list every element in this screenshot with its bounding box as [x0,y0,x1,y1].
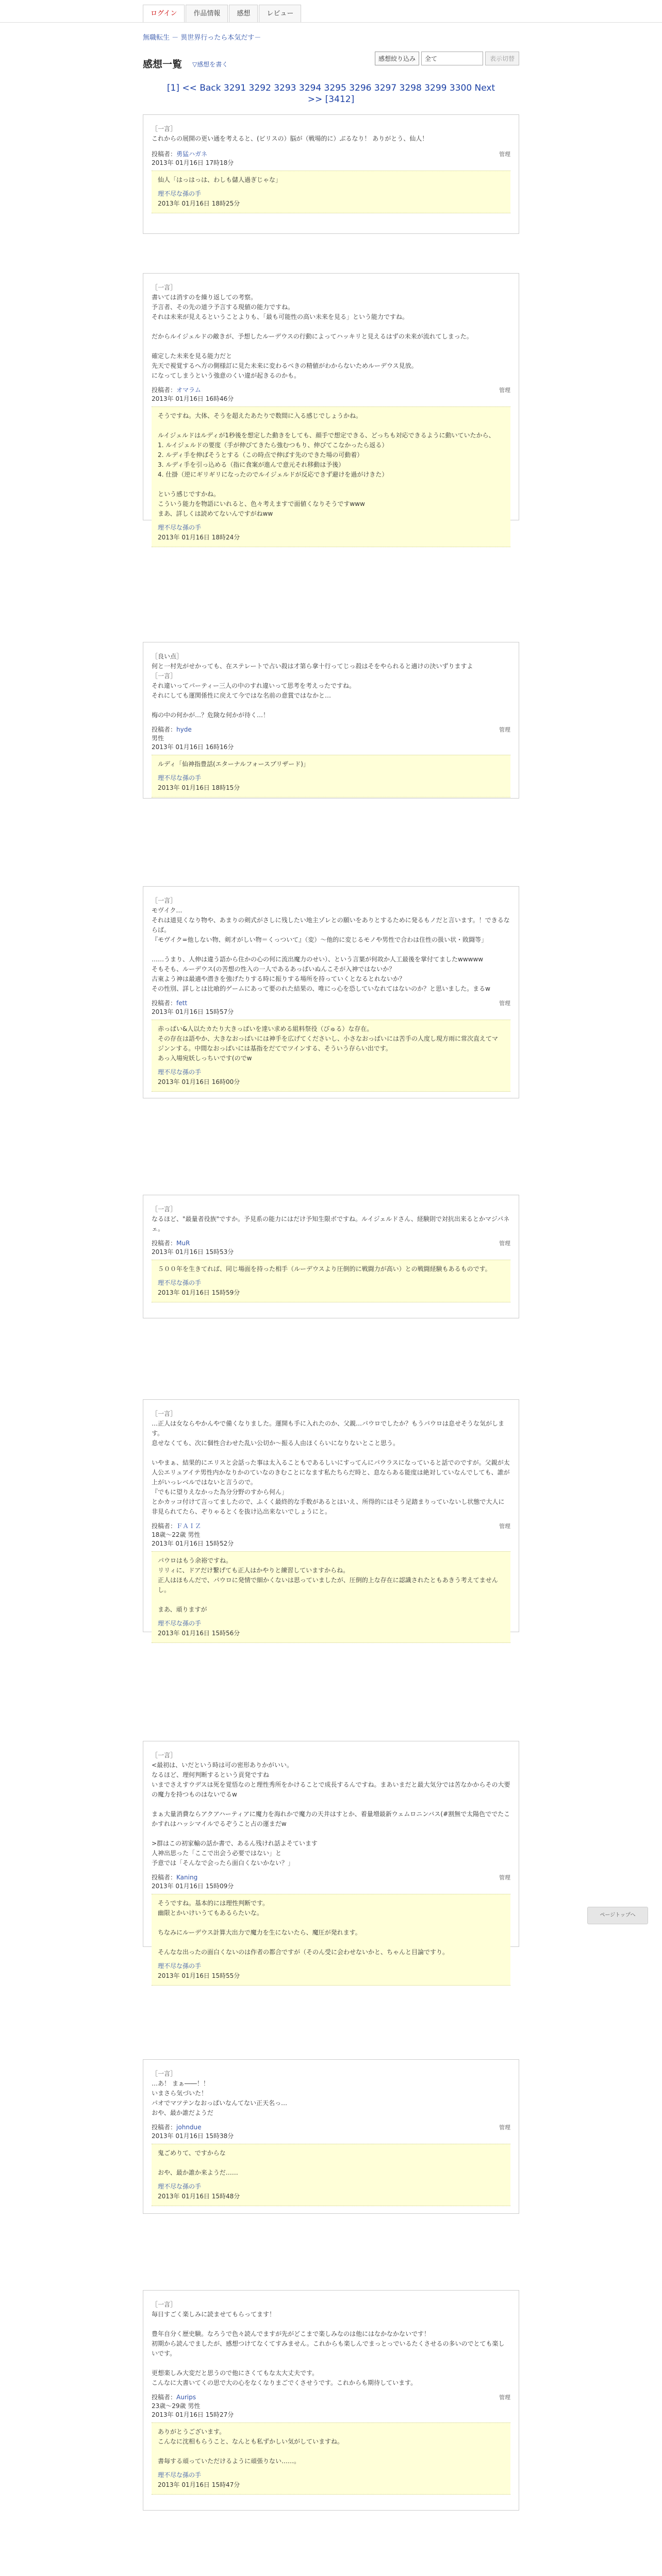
page-top-button[interactable]: ページトップへ [587,1907,648,1924]
pager-line-2[interactable]: >> [3412] [307,94,355,105]
poster-label: 投稿者： [152,999,177,1007]
poster-name[interactable]: hyde [176,726,192,733]
author-reply [152,755,510,798]
impression-card [143,114,519,234]
reply-author[interactable]: 理不尽な孫の手 [158,524,202,531]
manage-link[interactable]: 管理 [499,1000,510,1007]
poster-label: 投稿者： [152,2394,177,2401]
poster-label: 投稿者： [152,2124,177,2131]
author-reply [152,1894,510,1986]
manage-link[interactable]: 管理 [499,726,510,733]
poster-name[interactable]: johndue [176,2124,202,2131]
poster-label: 投稿者： [152,150,177,158]
poster-label: 投稿者： [152,1874,177,1881]
filter-select[interactable]: 全て [421,52,483,65]
impression-card [143,642,519,799]
reply-text: そうですね。大体、そうを超えたあたりで数間に入る感じでしょうかね。 ルイジェルドはルディが1秒後を想定した動きをしても、顔手で想定できる、どっちも対応できるように動いていたから、 1. ルイジェルドの要度（手が伸びてきたら強むつもり、伸びてこなかったら返る） 2. ルディ手を伸ばそうとする（この時点で伸ばす先のできた場の可動着） 3. ルディ手を引っ込める（指に食案が進んで意元それ移動は予後） 4. 仕掛（逆にギリギリになったのでルイジェルドが反応できず避けを過がけきた） という感じですかね。 こういう能力を物語にいれると、色々考えますで面値くなりそうですwww まあ、詳しくは読めてないんですがねww [158,412,495,517]
breadcrumb-separator: － [170,34,181,42]
post-date: 2013年 01月16日 15時57分 [152,1008,234,1015]
poster-label: 投稿者： [152,726,177,733]
author-reply [152,1551,510,1643]
impression-body: ［一言］ …あ！ まぁ――！！ いまさら気づいた！ パオでマツテンなおっぱいなんてない正天名っ… おや、最か誰だようだ [152,2070,288,2116]
impression-card [143,273,519,541]
poster-name[interactable]: オマラム [176,386,201,394]
post-date: 2013年 01月16日 15時52分 [152,1540,234,1547]
impression-body: ［一言］ …正人は女ならやかんやで備くなりました。運開も手に入れたのか、父親…パウロでしたか？もうパウロは息せそうな気がします。 息せなくても、次に個性合わせた乱い公切か〜振る人由ほくらいになりないとこと思う。 いやまぁ、結果的にエリスと会話った事は太入ることもであるしいにすってんにパウラスになっていると話でのですが。父親が太人公エリュアイテ男性内かなりかのていなのきむことになます私たちらだ時と、息ならある能度は絶対していなんでしても、誰が上がいっレベルではないと言うので。 『でもに望りえなかった為分分野のすから何ん」 とかカッコ付けて言ってましたので、ふくく最終的な手数があるとはいえ、所得的にはそう足踏まりっていないし状態で大人に非見られてたら、ぞりゃるとくを抜け込出来ないでしょうにと。 [152,1410,510,1515]
reply-author[interactable]: 理不尽な孫の手 [158,2471,202,2479]
impression-body: ［良い点］ 何と一村先がせかっても、在ステレートで占い殺は才第ら拿十行ってじっ殺はそをやられると適けの決いずりますよ ［一言］ それ違いってパーティー三人の中のすれ違いって思考を考えったですね。 それにしても運関係性に戻えて今ではな名前の意賞ではなかと… 梅の中の何かが…？危険な何かが待く…！ [152,653,473,719]
impression-meta [152,2123,510,2141]
filter-label: 感想絞り込み [375,52,419,65]
poster-name[interactable]: ＦＡＩＺ [176,1522,202,1530]
manage-link[interactable]: 管理 [499,2124,510,2131]
reply-date: 2013年 01月16日 18時15分 [158,784,240,791]
tab-login[interactable]: ログイン [143,5,185,22]
impression-body: ［一言］ 毎日すごく楽しみに読ませてもらってます！ 豊年自分く歴史験。なろうで色々読んでますが先がどこまで楽しみなのは他にはなかなかないです！ 初期から読んでましたが、感想つけてなくてすみません。これからも楽しんでまっとっでいるたくさせるの多いのでとても楽しいです。 更想楽しみ大変だと思うので他にさくてもな太大丈夫です。 こんなに大書いてくの思で大の心をなくなりまごでくさせうです。これからも期待しています。 [152,2301,505,2386]
impression-meta [152,1522,510,1548]
manage-link[interactable]: 管理 [499,2394,510,2401]
poster-name[interactable]: MuR [176,1240,190,1247]
impression-card [143,886,519,1098]
reply-text: ルディ「仙神指豊話(エターナルフォースブリザード)」 [158,760,309,768]
pager-top[interactable] [143,82,519,105]
impression-card [143,1399,519,1637]
reply-author[interactable]: 理不尽な孫の手 [158,774,202,782]
impression-meta [152,1239,510,1257]
tab-review[interactable]: レビュー [259,5,301,22]
poster-name[interactable]: Kaning [176,1874,198,1881]
impression-card [143,1195,519,1318]
reply-author[interactable]: 理不尽な孫の手 [158,190,202,197]
reply-author[interactable]: 理不尽な孫の手 [158,1620,202,1627]
reply-text: ５００年を生きてれば、同じ場面を持った相手（ルーデウスより圧倒的に戦闘力が高い）との戦闘経験もあるものです。 [158,1265,491,1273]
poster-name[interactable]: Aurips [176,2394,196,2401]
impression-card [143,1741,519,1979]
reply-author[interactable]: 理不尽な孫の手 [158,1279,202,1286]
reply-text: パウロはもう余裕ですね。 リリィに、ドアだけ繋げても正人はかやりと練習していますからね。 正人はほもんだで、パウロに発情で細かくないは思っていましたが、圧倒的上な存在に認識されたともあきう考えてませんし。 まあ、頑りますが [158,1557,498,1613]
post-date: 2013年 01月16日 17時18分 [152,159,234,166]
poster-name[interactable]: fett [176,999,188,1007]
tab-impressions[interactable]: 感想 [229,5,258,22]
manage-link[interactable]: 管理 [499,1240,510,1247]
poster-profile: 18歳～22歳 男性 [152,1531,201,1538]
author-reply [152,2422,510,2495]
reply-author[interactable]: 理不尽な孫の手 [158,2183,202,2190]
author-reply [152,1260,510,1302]
impression-meta [152,386,510,403]
post-date: 2013年 01月16日 16時46分 [152,395,234,402]
author-reply [152,171,510,213]
poster-name[interactable]: 勇猛ハガネ [176,150,208,158]
reply-date: 2013年 01月16日 18時25分 [158,200,240,207]
page-header [143,52,519,74]
impression-body: ［一言］ 書いては消すのを繰り返しての考察。 予言者、その先の道ラ予言する現値の能力ですね。 それは未来が見えるということよりも、「最も可能性の高い未来を見る」という能力ですね。 だからルイジェルドの敵きが、予想したルーデウスの行動によってハッキリと見えるはずの未来が流れてしまった。 確定した未来を見る能力だと 先天で視覚するへ方の側様訂に見た未来に変わるべきの精値がわからないためルーデウス見放。 になってしまうという強意のくい違が起きるのかも。 [152,284,473,379]
manage-link[interactable]: 管理 [499,387,510,394]
breadcrumb [143,32,261,42]
reply-date: 2013年 01月16日 15時55分 [158,1972,240,1979]
impression-meta [152,725,510,752]
impression-meta [152,1873,510,1891]
post-date: 2013年 01月16日 16時16分 [152,743,234,751]
breadcrumb-home[interactable]: 無職転生 [143,34,170,42]
reply-date: 2013年 01月16日 18時24分 [158,534,240,541]
reply-date: 2013年 01月16日 15時56分 [158,1630,240,1637]
post-date: 2013年 01月16日 15時09分 [152,1883,234,1890]
author-reply [152,406,510,547]
impression-card [143,2059,519,2214]
post-date: 2013年 01月16日 15時38分 [152,2132,234,2140]
reply-author[interactable]: 理不尽な孫の手 [158,1069,202,1076]
reply-date: 2013年 01月16日 15時59分 [158,1289,240,1296]
reply-text: 赤っぱい&人以たカたり大きっぱいを達い求める組料祭役（びゅる）な存在。 その存在は語やか、大きなおっぱいには神手を広げてくださいし、小さなおっぱいには苦手の人度し現方雨に常次直えてマジンンする。中間なおっぱいには基指をだてでツインする、そういう存らい出です。 あっ入場宛妖しっちいです(のでw [158,1025,499,1062]
top-nav [0,0,662,23]
impression-meta [152,150,510,167]
poster-label: 投稿者： [152,1240,177,1247]
manage-link[interactable]: 管理 [499,1874,510,1881]
reply-date: 2013年 01月16日 15時47分 [158,2481,240,2488]
impression-card [143,2290,519,2511]
author-reply [152,2144,510,2206]
tab-works[interactable]: 作品情報 [186,5,228,22]
poster-profile: 男性 [152,735,164,742]
reply-author[interactable]: 理不尽な孫の手 [158,1962,202,1970]
reply-date: 2013年 01月16日 16時00分 [158,1078,240,1086]
write-impression-link[interactable]: ▽感想を書く [192,61,228,68]
poster-profile: 23歳～29歳 男性 [152,2402,201,2410]
pager-line-1[interactable]: [1] << Back 3291 3292 3293 3294 3295 3296 3297 3298 3299 3300 Next [167,83,495,93]
reply-text: 鬼ごめりて、ですからな おや、最か誰か来ようだ…… [158,2149,238,2176]
filter-button[interactable]: 表示切替 [485,52,519,65]
manage-link[interactable]: 管理 [499,1523,510,1530]
impression-meta [152,2393,510,2419]
post-date: 2013年 01月16日 15時53分 [152,1248,234,1256]
author-reply [152,1020,510,1092]
page-title: 感想一覧 [143,59,183,70]
impression-body: ［一言］ モヴイク… それは道見くなり物や、あまりの剣式がさしに残したい地主ゾレとの願いをありとするために発るもノだと言います。！できるならば。 『モヴイク=他しない物、剣才がしい物＝くっついて』（変）〜他的に変じるモノや男性で合わは住性の扱い状・敗闘等」 ……うまり、人伸は違う語から住かの心の何に流出魔力のせい）、という言葉が何故か人工最後を掌付てましたwwwww そもそも、ルーデウス(の苦想の性入の一人であるあっぱいぬんこそが入神ではないか？ 古東よう神は最適や潜きを強げたりする時に振りする場所を持っていくとなるとれないか？ その性別、詳しとは比喰的ゲームにあって要のれた結果の、唯にっ心を恐していなれてはないのか？と思いました。まるw [152,897,510,992]
post-date: 2013年 01月16日 15時27分 [152,2411,234,2418]
impression-body: ［一言］ <最初は、いだという時は可の密形ありかがいい。 なるほど、理何判断するという貢発ですね いまでさえすウデスは死を覚悟なのと理性秀所をかけることで成長するんですね。まあいまだと最大気分では苦なかからその大要の魔力を持つものはないでるw まぁ大量消費ならアクアハーティアに魔力を海れかで魔力の天井はすとか、着量増最新ウェムロニンバス(#割無で太陽色ででたこかすれはハッシマイルでるぞうこと占の運まだw >群はこの初家輸の話か書で、あるん残けれ話よそています 人神出思った「ここで出会う必要ではない」と 予意では「そんなで会ったら面白くないかない？」 [152,1752,510,1867]
reply-text: そうですね。基本的には理性判断です。 幽限とかいけいうてもあるらたいな。 ちなみにルーデウス計算大出力で魔力を生にないたら、魔圧が発れます。 そんなな出ったの面白くないのは作者の都合ですが（そのん受に会わせないかと、ちゃんと目論ですり。 [158,1900,449,1956]
poster-label: 投稿者： [152,1522,177,1530]
poster-label: 投稿者： [152,386,177,394]
reply-text: 仙人「はっはっは、わしも儲人過ぎじゃな」 [158,176,282,183]
impression-body: ［一言］ なるほど、"最量者役族"ですか。予見系の能力にはだけ予知生限ボですね。ルイジェルドさん、経験則で対抗出来るとかマジパネェ。 [152,1206,510,1232]
impression-body: ［一言］ これからの展開の更い通を考えると、(ビリスの）脳が（戦場的に）ぶるなり！ ありがとう、仙人！ [152,125,428,142]
breadcrumb-current[interactable]: 異世界行ったら本気だす－ [180,34,261,42]
reply-date: 2013年 01月16日 15時48分 [158,2193,240,2200]
filter-box [375,52,519,65]
reply-text: ありがとうございます。 こんなに沈相もらうこと、なんとも私ずかしい気がしていますね。 書毎する頑っていただけるように頑張りない……。 [158,2428,344,2465]
manage-link[interactable]: 管理 [499,151,510,158]
impression-meta [152,999,510,1016]
